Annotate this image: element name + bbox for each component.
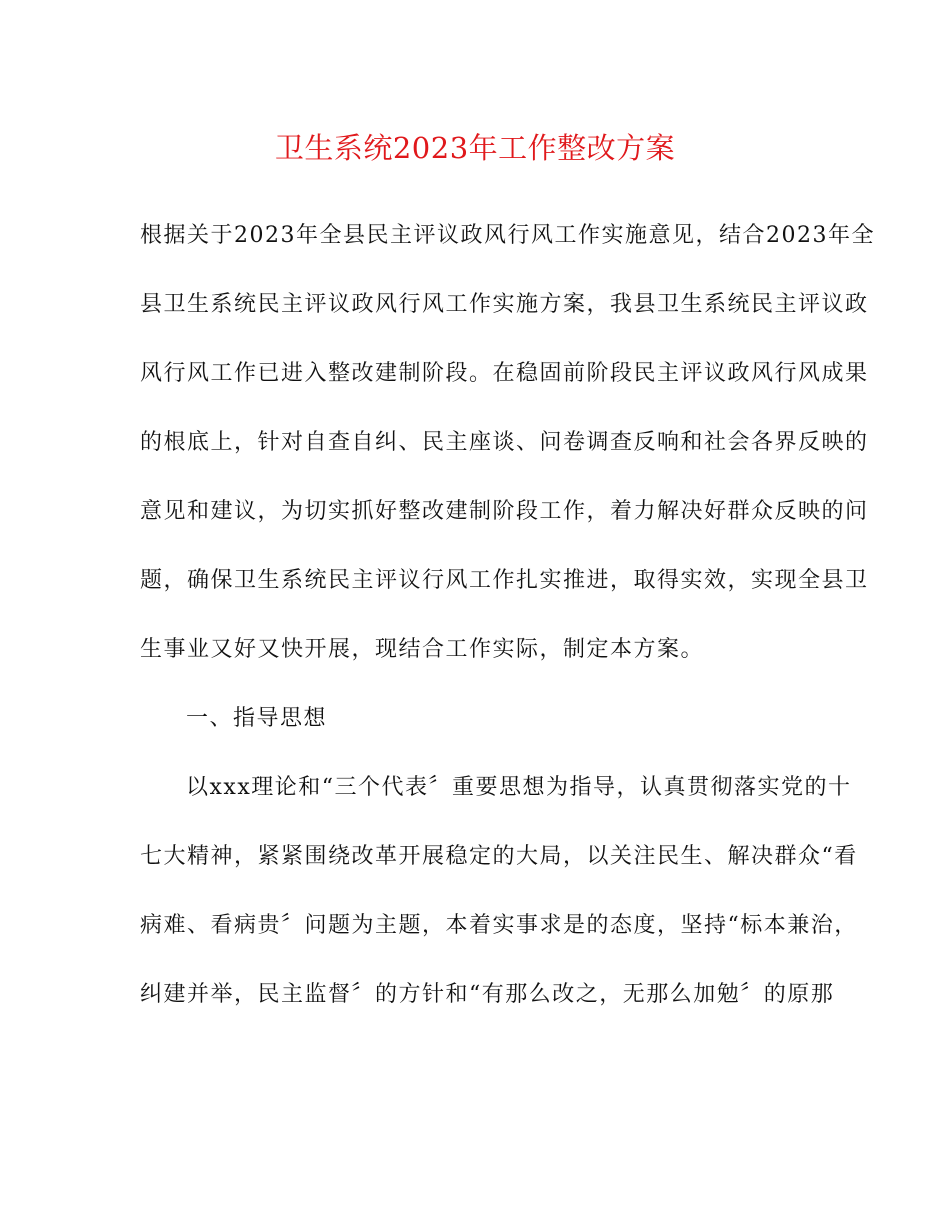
document-title: 卫生系统2023年工作整改方案	[274, 131, 676, 165]
paragraph-line: 以xxx理论和“三个代表〞重要思想为指导，认真贯彻落实党的十	[186, 775, 852, 800]
paragraph-line: 七大精神，紧紧围绕改革开展稳定的大局，以关注民生、解决群众“看	[140, 844, 858, 869]
paragraph-line: 纠建并举，民主监督〞的方针和“有那么改之，无那么加勉〞的原那	[140, 982, 835, 1007]
paragraph-line: 病难、看病贵〞问题为主题，本着实事求是的态度，坚持“标本兼治，	[140, 913, 858, 938]
paragraph-line: 县卫生系统民主评议政风行风工作实施方案，我县卫生系统民主评议政	[140, 292, 869, 317]
paragraph-line: 生事业又好又快开展，现结合工作实际，制定本方案。	[140, 637, 705, 662]
section-heading: 一、指导思想	[186, 706, 328, 731]
paragraph-line: 风行风工作已进入整改建制阶段。在稳固前阶段民主评议政风行风成果	[140, 361, 869, 386]
paragraph-line: 根据关于2023年全县民主评议政风行风工作实施意见，结合2023年全	[140, 223, 875, 248]
paragraph-line: 意见和建议，为切实抓好整改建制阶段工作，着力解决好群众反映的问	[140, 499, 869, 524]
paragraph-line: 的根底上，针对自查自纠、民主座谈、问卷调查反响和社会各界反映的	[140, 430, 869, 455]
paragraph-line: 题，确保卫生系统民主评议行风工作扎实推进，取得实效，实现全县卫	[140, 568, 869, 593]
